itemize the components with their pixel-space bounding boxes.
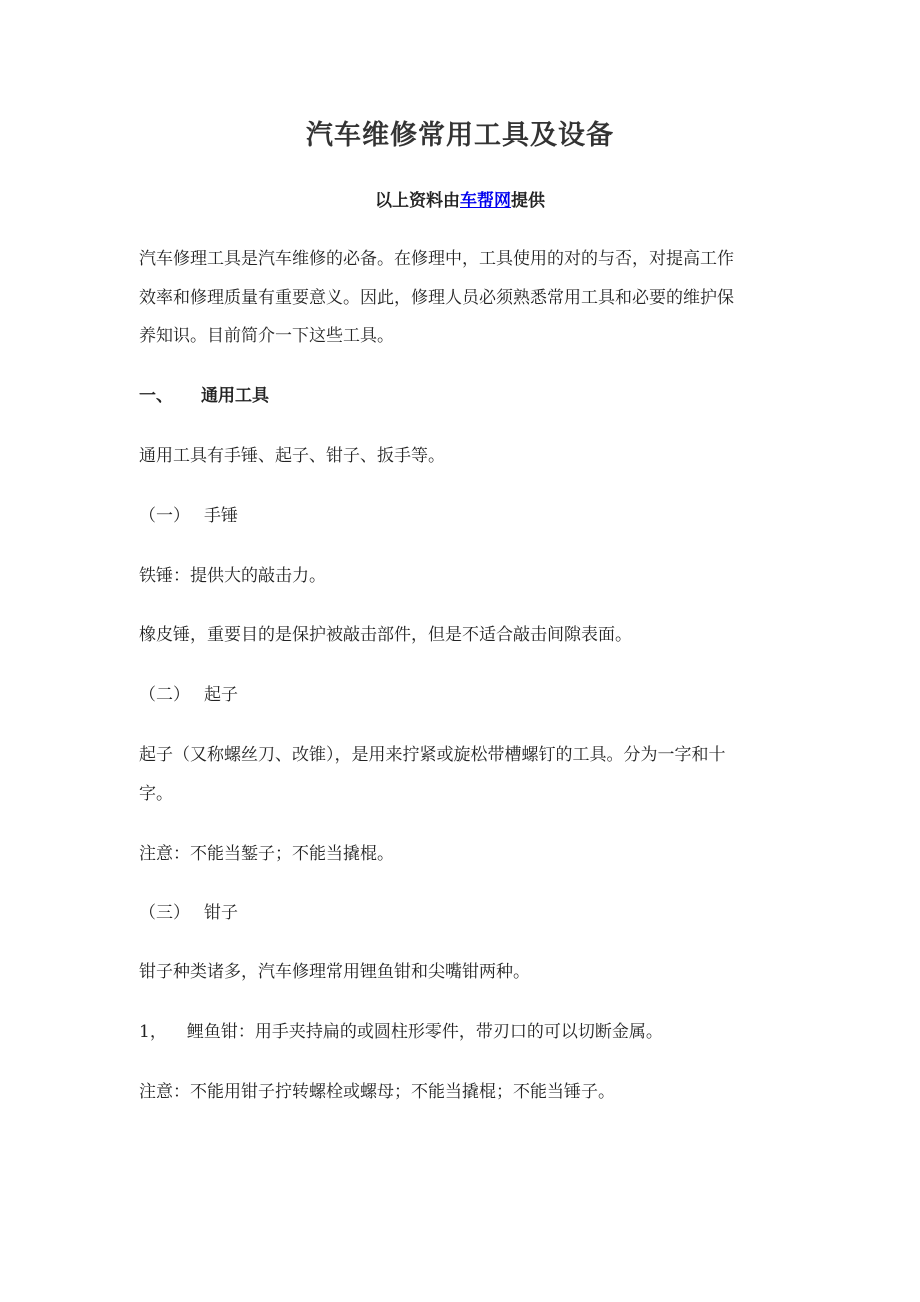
pliers-note: 注意：不能用钳子拧转螺栓或螺母；不能当撬棍；不能当锤子。 <box>139 1082 615 1102</box>
intro-line: 养知识。目前简介一下这些工具。 <box>139 326 394 346</box>
subtitle-prefix: 以上资料由 <box>375 191 460 211</box>
screwdriver-desc-line: 字。 <box>139 783 173 804</box>
subsection-heading-text: 钳子 <box>204 903 238 923</box>
pliers-description: 钳子种类诸多，汽车修理常用锂鱼钳和尖嘴钳两种。 <box>139 962 530 982</box>
general-tools-description: 通用工具有手锤、起子、钳子、扳手等。 <box>139 446 445 466</box>
subsection-heading-text: 手锤 <box>204 506 238 526</box>
subsection-number: （二） <box>139 685 190 705</box>
rubber-hammer-text: 橡皮锤，重要目的是保护被敲击部件，但是不适合敲击间隙表面。 <box>139 625 632 645</box>
section-number: 一、 <box>139 386 173 406</box>
section-heading-general-tools <box>139 377 784 416</box>
document-title: 汽车维修常用工具及设备 <box>306 120 614 151</box>
subtitle-suffix: 提供 <box>511 191 545 211</box>
subsection-heading-text: 起子 <box>204 685 238 705</box>
subsection-heading-pliers <box>139 894 784 933</box>
document-subtitle <box>0 186 920 216</box>
iron-hammer-text: 铁锤：提供大的敲击力。 <box>139 566 326 586</box>
subsection-number: （三） <box>139 903 190 923</box>
intro-line: 汽车修理工具是汽车维修的必备。在修理中，工具使用的对的与否，对提高工作 <box>139 249 734 269</box>
subsection-number: （一） <box>139 506 190 526</box>
item-number: 1， <box>139 1022 167 1042</box>
subsection-heading-screwdriver <box>139 676 784 715</box>
intro-line: 效率和修理质量有重要意义。因此，修理人员必须熟悉常用工具和必要的维护保 <box>139 287 734 308</box>
pliers-item-1 <box>139 1013 784 1052</box>
screwdriver-note: 注意：不能当錾子；不能当撬棍。 <box>139 844 394 864</box>
chebang-link[interactable]: 车帮网 <box>460 191 511 211</box>
subsection-heading-hammer <box>139 497 784 536</box>
intro-paragraph <box>139 240 784 356</box>
section-heading-text: 通用工具 <box>201 386 269 406</box>
screwdriver-description <box>139 736 784 813</box>
screwdriver-desc-line: 起子（又称螺丝刀、改锥），是用来拧紧或旋松带槽螺钉的工具。分为一字和十 <box>139 745 726 765</box>
item-text: 鲤鱼钳：用手夹持扁的或圆柱形零件，带刃口的可以切断金属。 <box>186 1022 663 1042</box>
